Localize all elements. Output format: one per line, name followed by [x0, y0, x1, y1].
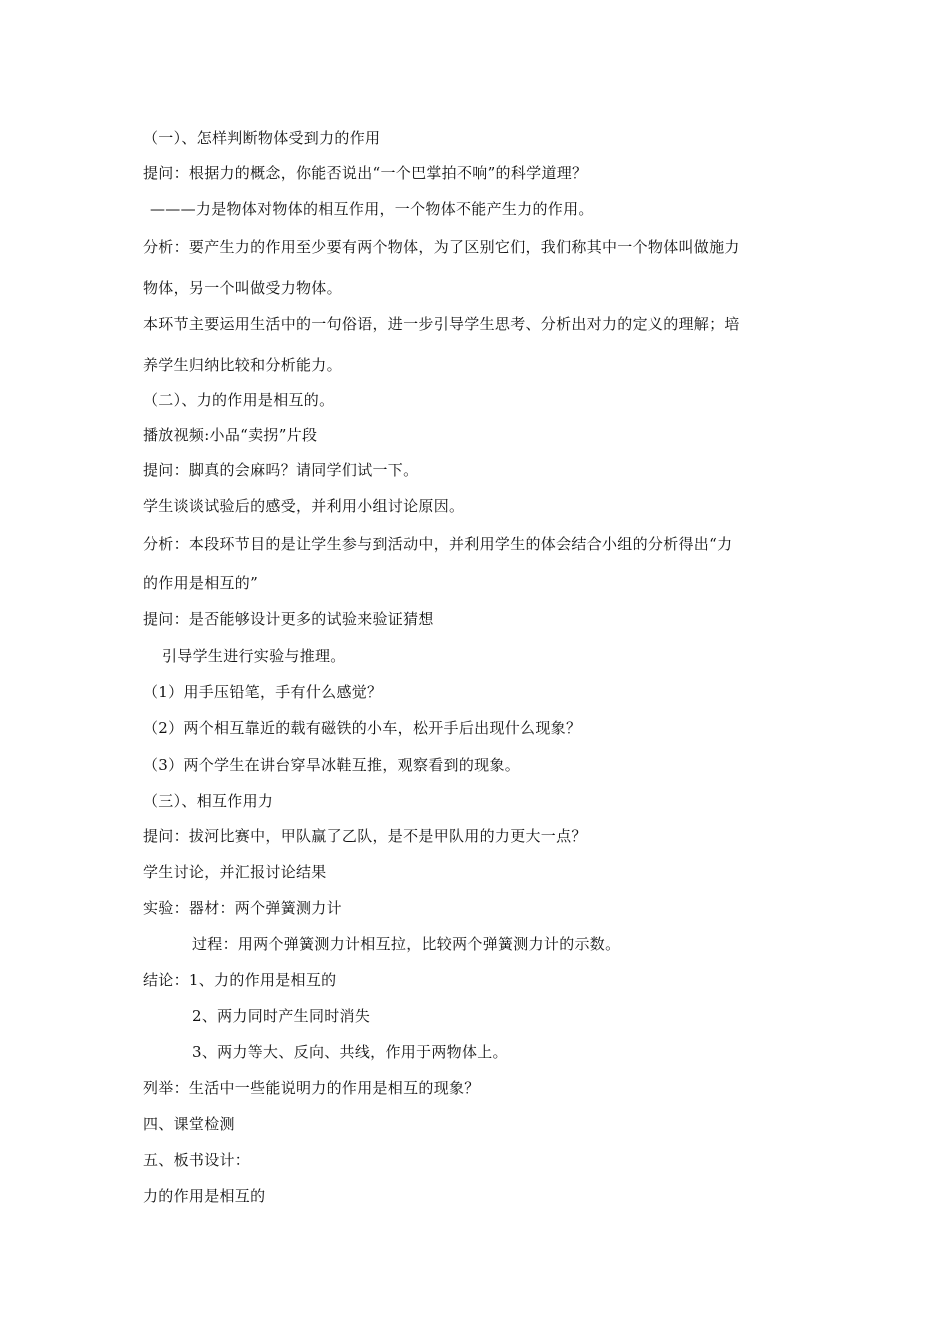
question-line: 提问：是否能够设计更多的试验来验证猜想 [143, 610, 434, 628]
heading-section-5: 五、板书设计： [143, 1151, 251, 1169]
experiment-item-3: （3）两个学生在讲台穿旱冰鞋互推，观察看到的现象。 [143, 756, 521, 774]
note-line-cont: 养学生归纳比较和分析能力。 [143, 356, 342, 374]
note-line: 本环节主要运用生活中的一句俗语，进一步引导学生思考、分析出对力的定义的理解；培 [143, 315, 740, 333]
conclusion-item-1: 结论：1、力的作用是相互的 [143, 971, 337, 989]
discussion-line: 学生讨论，并汇报讨论结果 [143, 863, 327, 881]
experiment-process: 过程：用两个弹簧测力计相互拉，比较两个弹簧测力计的示数。 [192, 935, 621, 953]
conclusion-item-3: 3、两力等大、反向、共线，作用于两物体上。 [192, 1043, 508, 1061]
analysis-line: 分析：本段环节目的是让学生参与到活动中，并利用学生的体会结合小组的分析得出“力 [143, 535, 733, 553]
experiment-materials: 实验：器材：两个弹簧测力计 [143, 899, 342, 917]
answer-line: ———力是物体对物体的相互作用，一个物体不能产生力的作用。 [150, 200, 594, 218]
question-line: 提问：脚真的会麻吗？请同学们试一下。 [143, 461, 419, 479]
heading-section-2: （二）、力的作用是相互的。 [143, 391, 335, 409]
video-line: 播放视频:小品“卖拐”片段 [143, 426, 318, 444]
analysis-line-cont: 物体，另一个叫做受力物体。 [143, 279, 342, 297]
experiment-item-2: （2）两个相互靠近的载有磁铁的小车，松开手后出现什么现象？ [143, 719, 582, 737]
analysis-line: 分析：要产生力的作用至少要有两个物体，为了区别它们，我们称其中一个物体叫做施力 [143, 238, 740, 256]
analysis-line-cont: 的作用是相互的” [143, 574, 259, 592]
guide-line: 引导学生进行实验与推理。 [162, 647, 346, 665]
question-line: 提问：拔河比赛中，甲队赢了乙队，是不是甲队用的力更大一点？ [143, 827, 587, 845]
board-title: 力的作用是相互的 [143, 1187, 266, 1205]
discussion-line: 学生谈谈试验后的感受，并利用小组讨论原因。 [143, 497, 465, 515]
experiment-item-1: （1）用手压铅笔，手有什么感觉？ [143, 683, 383, 701]
conclusion-item-2: 2、两力同时产生同时消失 [192, 1007, 371, 1025]
examples-line: 列举：生活中一些能说明力的作用是相互的现象？ [143, 1079, 480, 1097]
heading-section-1: （一）、怎样判断物体受到力的作用 [143, 129, 381, 147]
heading-section-4: 四、课堂检测 [143, 1115, 235, 1133]
heading-section-3: （三）、相互作用力 [143, 792, 274, 810]
question-line: 提问：根据力的概念，你能否说出“一个巴掌拍不响”的科学道理？ [143, 164, 588, 182]
